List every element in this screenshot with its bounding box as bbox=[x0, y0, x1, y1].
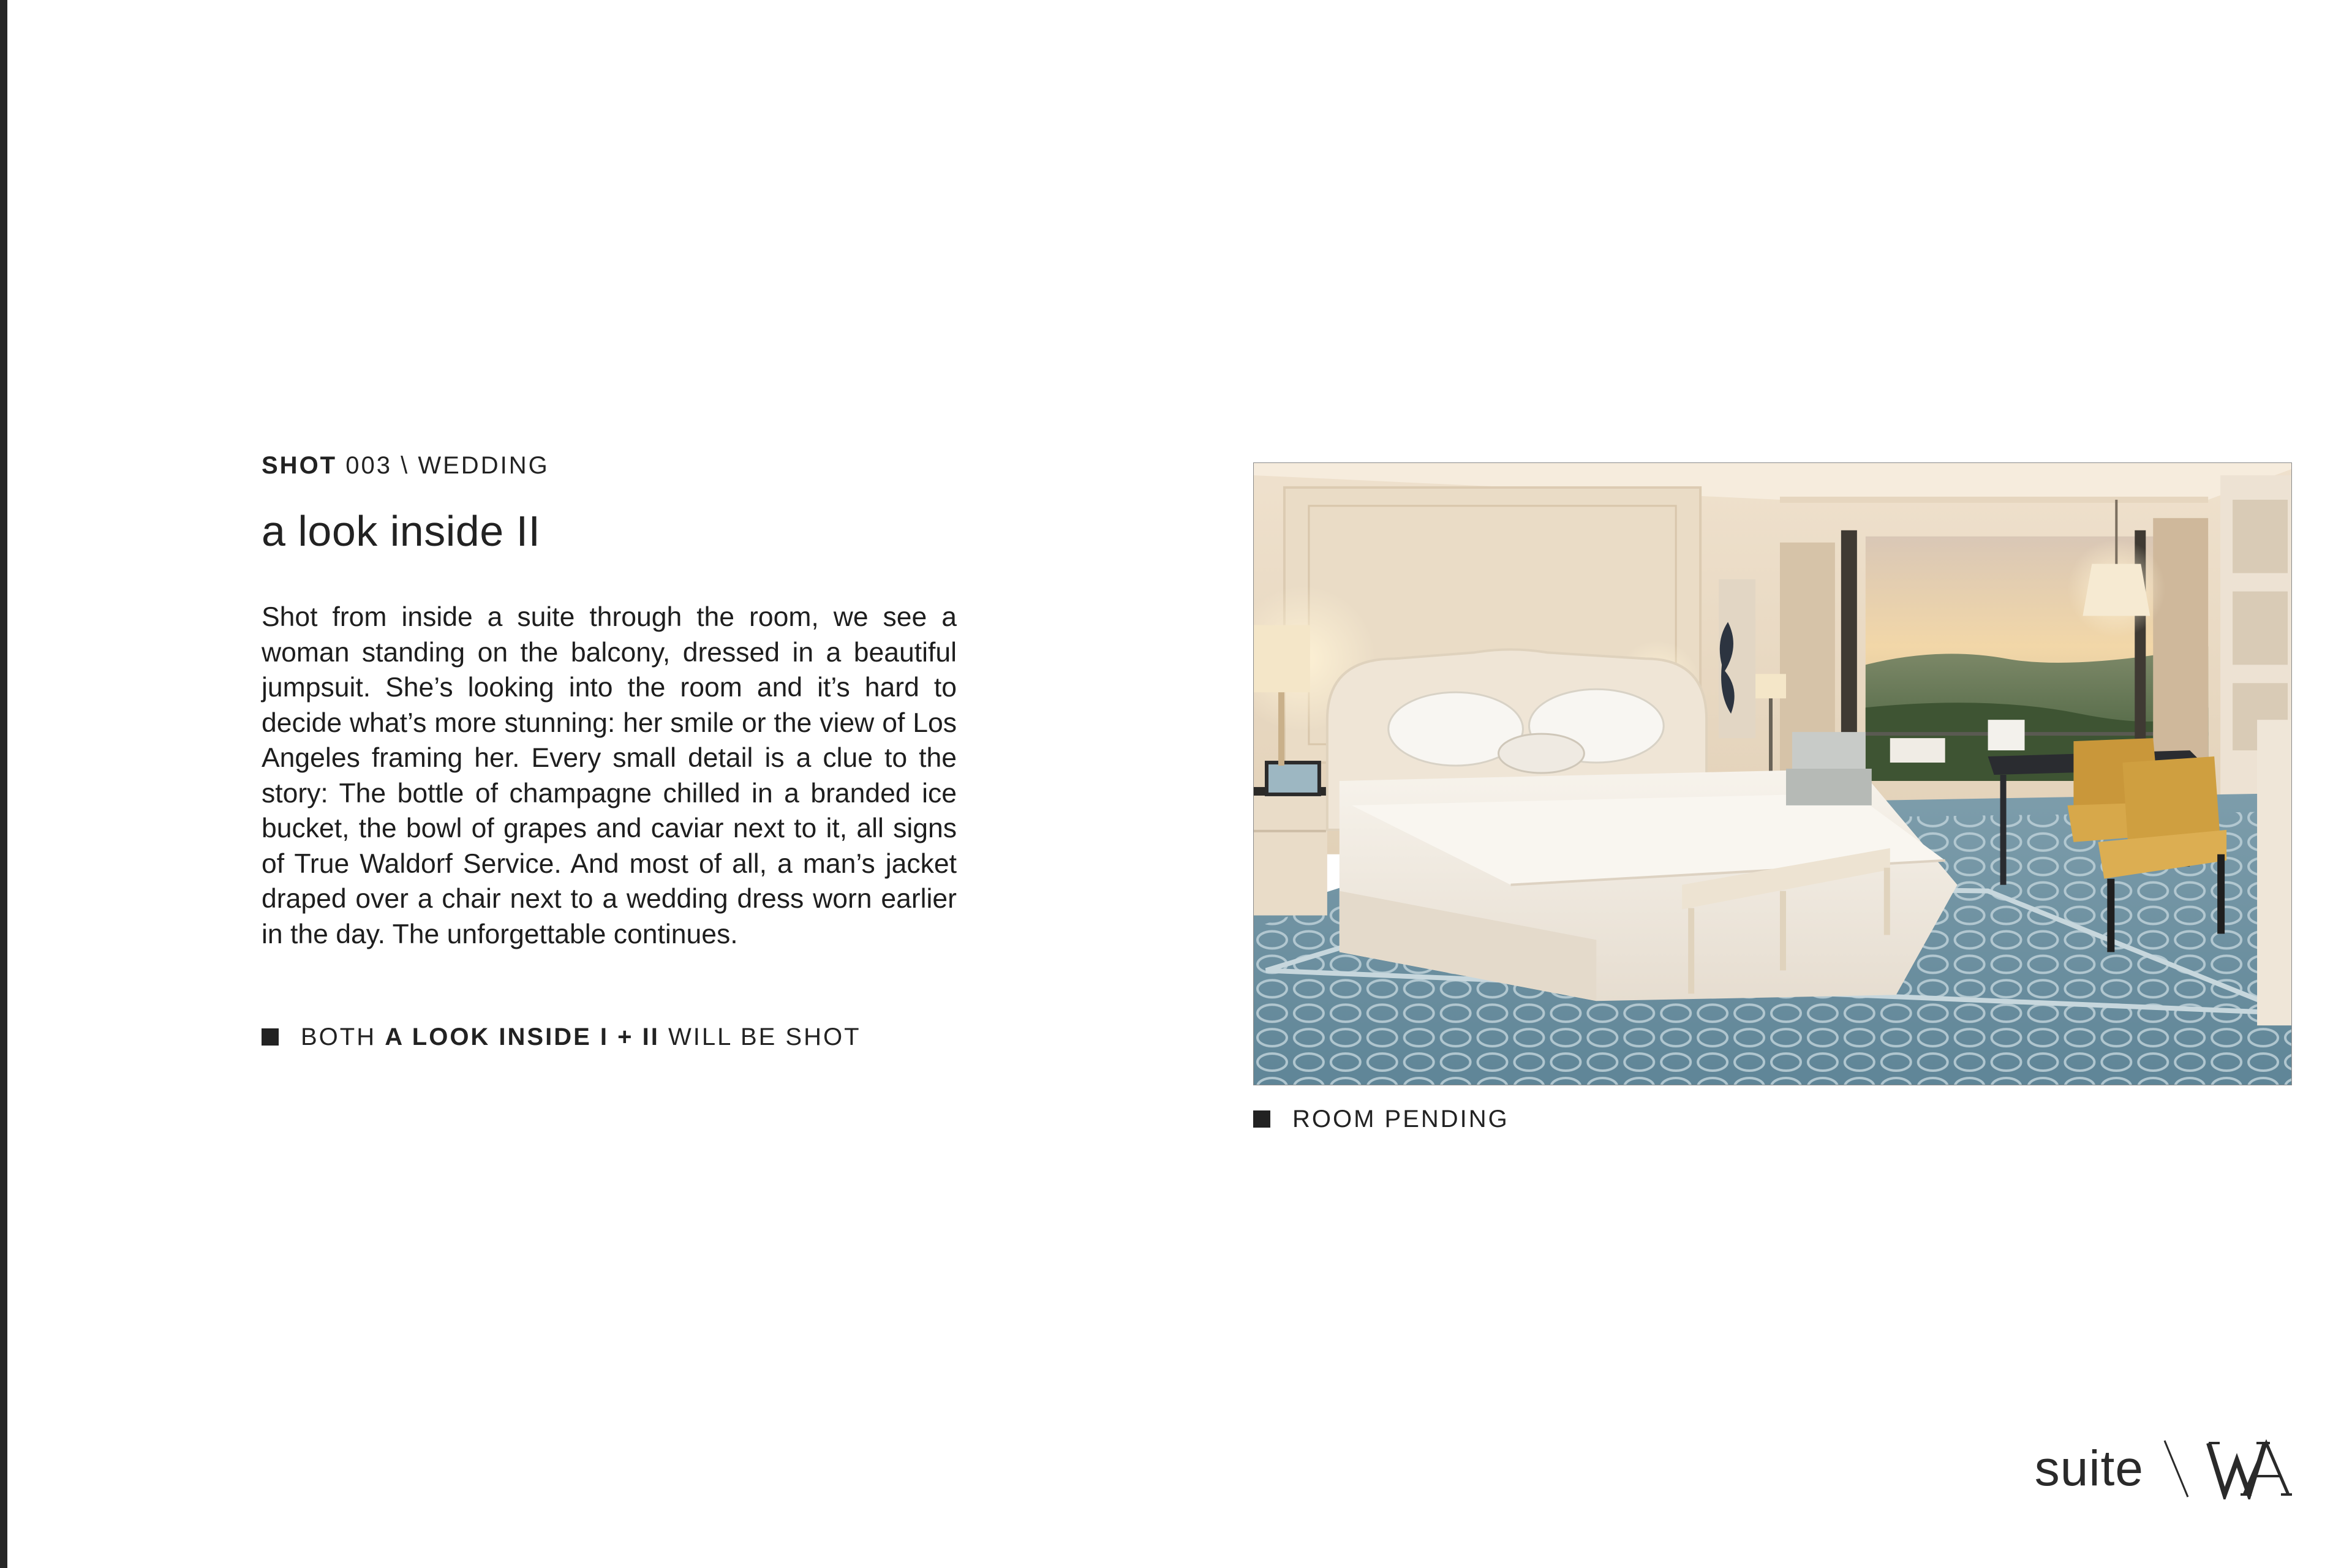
waldorf-astoria-logo-icon bbox=[2206, 1438, 2292, 1499]
suite-room-illustration bbox=[1254, 463, 2291, 1085]
bullet-square-icon bbox=[1253, 1110, 1270, 1128]
room-status-note bbox=[1253, 1104, 1509, 1134]
title-part-2: inside II bbox=[390, 507, 541, 555]
page-edge-bar bbox=[0, 0, 7, 1568]
shot-note-suffix: WILL BE SHOT bbox=[668, 1023, 861, 1050]
title-part-1: a look bbox=[262, 507, 378, 555]
text-column bbox=[262, 450, 957, 952]
shot-description: Shot from inside a suite through the room, we see a woman standing on the balcony, dressed in a beautiful jumpsuit. She’s looking into the room and it’s hard to decide what’s more stunning: her smile or the view of Los Angeles framing her. Every small detail is a clue to the story: The bottle of champagne chilled in a branded ice bucket, the bowl of grapes and caviar next to it, all signs of True Waldorf Service. And most of all, a man’s jacket draped over a chair next to a wedding dress worn earlier in the day. The unforgettable continues. bbox=[262, 602, 957, 949]
page-title bbox=[262, 505, 957, 557]
shot-note-text bbox=[301, 1022, 861, 1052]
room-status-text: ROOM PENDING bbox=[1292, 1106, 1509, 1133]
shot-note-bold: A LOOK INSIDE I + II bbox=[385, 1023, 660, 1050]
brand-lockup bbox=[2035, 1438, 2292, 1499]
shot-note bbox=[262, 1022, 861, 1052]
brand-word: suite bbox=[2034, 1441, 2144, 1496]
shot-category: WEDDING bbox=[418, 452, 549, 479]
shot-header bbox=[262, 450, 957, 481]
shot-label: SHOT bbox=[262, 452, 337, 479]
suite-room-photo bbox=[1253, 462, 2292, 1085]
brand-slash-icon bbox=[2162, 1438, 2190, 1499]
shot-note-prefix: BOTH bbox=[301, 1023, 377, 1050]
shot-separator: \ bbox=[401, 452, 410, 479]
bullet-square-icon bbox=[262, 1028, 279, 1046]
shot-number: 003 bbox=[345, 452, 392, 479]
